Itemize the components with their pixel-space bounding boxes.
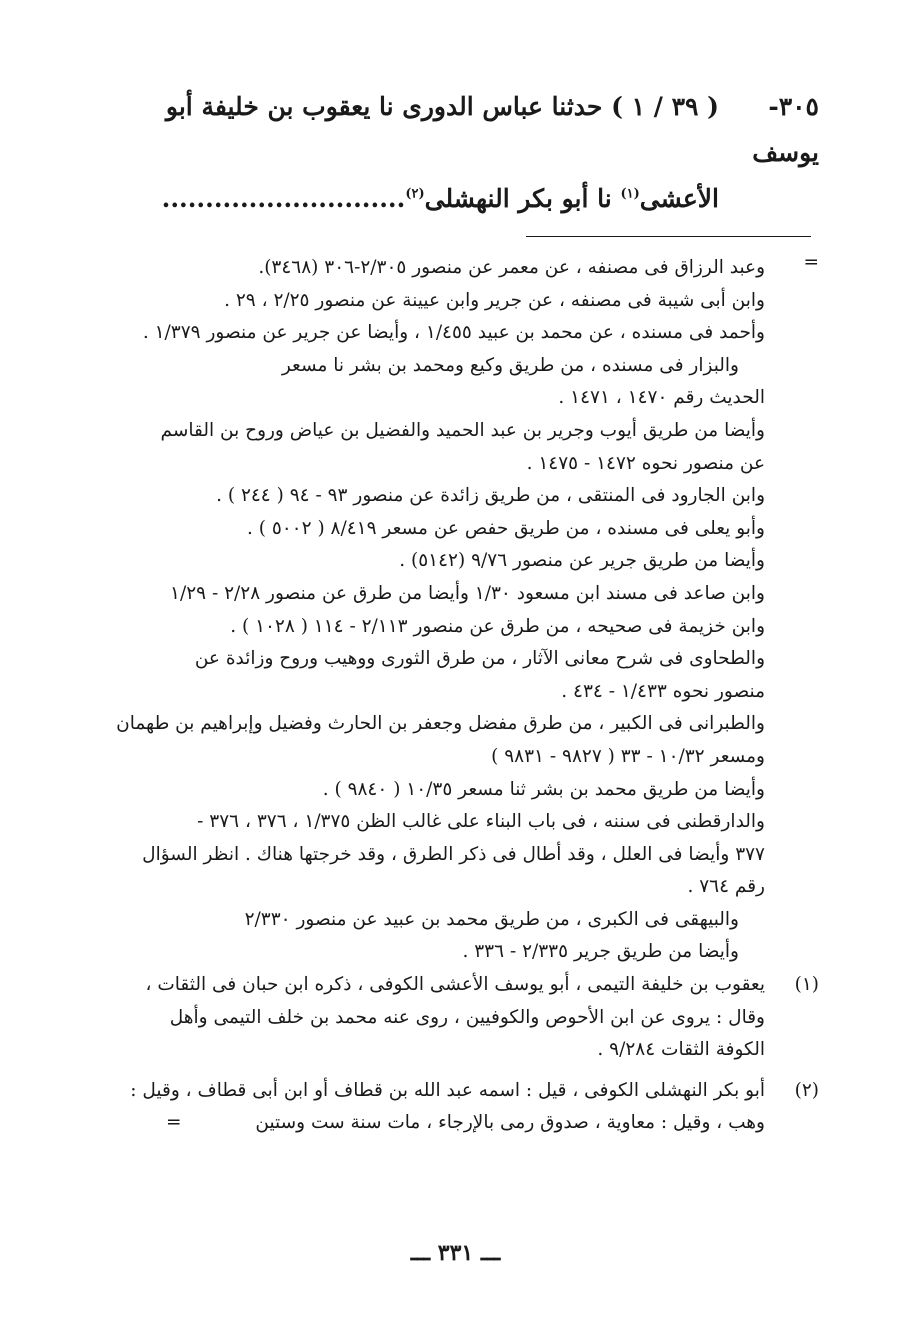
note-line: وعبد الرزاق فى مصنفه ، عن معمر عن منصور ٢/٣٠٥-٣٠٦ (٣٤٦٨). bbox=[258, 257, 765, 278]
footnote-separator bbox=[526, 236, 811, 237]
footnote-1-line: وقال : يروى عن ابن الأحوص والكوفيين ، روى عنه محمد بن خلف التيمى وأهل bbox=[169, 1006, 765, 1028]
footnote-ref-1: (١) bbox=[620, 186, 640, 202]
hadith-line-1-text: ( ٣٩ / ١ ) حدثنا عباس الدورى نا يعقوب بن خليفة أبو يوسف bbox=[165, 92, 819, 167]
narrator-name-1: الأعشى bbox=[639, 184, 719, 213]
hadith-number: ٣٠٥- bbox=[768, 92, 819, 121]
note-line: منصور نحوه ١/٤٣٣ - ٤٣٤ . bbox=[561, 680, 765, 702]
note-line: وأبو يعلى فى مسنده ، من طريق حفص عن مسعر ٨/٤١٩ ( ٥٠٠٢ ) . bbox=[246, 517, 765, 539]
note-line: الحديث رقم ١٤٧٠ ، ١٤٧١ . bbox=[558, 387, 765, 409]
footnotes-section bbox=[96, 252, 819, 1140]
note-line: وأيضا من طريق جرير ٢/٣٣٥ - ٣٣٦ . bbox=[462, 941, 739, 963]
note-line: وابن صاعد فى مسند ابن مسعود ١/٣٠ وأيضا من طرق عن منصور ٢/٢٨ - ١/٢٩ bbox=[170, 582, 765, 604]
hadith-text bbox=[110, 84, 819, 222]
narrator-name-2: نا أبو بكر النهشلى bbox=[424, 184, 621, 213]
page-number: ـــ ٣٣١ ـــ bbox=[410, 1240, 501, 1266]
note-line: عن منصور نحوه ١٤٧٢ - ١٤٧٥ . bbox=[526, 452, 765, 474]
note-line: والطحاوى فى شرح معانى الآثار ، من طرق الثورى ووهيب وروح وزائدة عن bbox=[194, 648, 765, 670]
footnote-1 bbox=[96, 969, 819, 1067]
footnote-2-mark: (٢) bbox=[794, 1079, 819, 1101]
footnote-ref-2: (٢) bbox=[405, 186, 425, 202]
footnote-1-line: يعقوب بن خليفة التيمى ، أبو يوسف الأعشى الكوفى ، ذكره ابن حبان فى الثقات ، bbox=[145, 974, 765, 996]
note-line: وأيضا من طريق جرير عن منصور ٩/٧٦ (٥١٤٢) . bbox=[399, 550, 765, 572]
footnote-1-mark: (١) bbox=[794, 974, 819, 996]
continuation-mark-start: = bbox=[803, 252, 819, 273]
footnote-2-line-text: وهب ، وقيل : معاوية ، صدوق رمى بالإرجاء ، مات سنة ست وستين bbox=[255, 1112, 765, 1134]
note-line: والبزار فى مسنده ، من طريق وكيع ومحمد بن بشر نا مسعر bbox=[281, 354, 739, 376]
footnote-2-line-last bbox=[96, 1107, 765, 1140]
note-line: وأيضا من طريق أيوب وجرير بن عبد الحميد والفضيل بن عياض وروح بن القاسم bbox=[160, 419, 765, 441]
note-line: والبيهقى فى الكبرى ، من طريق محمد بن عبيد عن منصور ٢/٣٣٠ bbox=[244, 908, 739, 930]
note-line: ومسعر ١٠/٣٢ - ٣٣ ( ٩٨٢٧ - ٩٨٣١ ) bbox=[491, 745, 765, 767]
note-line: وأيضا من طريق محمد بن بشر ثنا مسعر ١٠/٣٥ ( ٩٨٤٠ ) . bbox=[322, 778, 765, 800]
continuation-mark-end: = bbox=[166, 1112, 182, 1134]
takhrij-notes bbox=[96, 252, 819, 969]
footnote-2 bbox=[96, 1075, 819, 1140]
note-line: وابن خزيمة فى صحيحه ، من طرق عن منصور ٢/١١٣ - ١١٤ ( ١٠٢٨ ) . bbox=[230, 615, 765, 637]
ellipsis-dots: ............................ bbox=[161, 184, 406, 213]
note-line: ٣٧٧ وأيضا فى العلل ، وقد أطال فى ذكر الطرق ، وقد خرجتها هناك . انظر السؤال bbox=[142, 843, 765, 865]
note-line: والدارقطنى فى سننه ، فى باب البناء على غالب الظن ١/٣٧٥ ، ٣٧٦ ، ٣٧٦ - bbox=[197, 811, 765, 833]
note-line: رقم ٧٦٤ . bbox=[687, 876, 765, 898]
note-line: وابن الجارود فى المنتقى ، من طريق زائدة عن منصور ٩٣ - ٩٤ ( ٢٤٤ ) . bbox=[216, 485, 765, 507]
note-line: والطبرانى فى الكبير ، من طرق مفضل وجعفر بن الحارث وفضيل وإبراهيم بن طهمان bbox=[116, 713, 765, 735]
note-line: وابن أبى شيبة فى مصنفه ، عن جرير وابن عيينة عن منصور ٢/٢٥ ، ٢٩ . bbox=[224, 289, 765, 311]
hadith-line-2 bbox=[110, 176, 819, 222]
hadith-line-1 bbox=[110, 84, 819, 176]
footnote-1-line: الكوفة الثقات ٩/٢٨٤ . bbox=[597, 1039, 765, 1061]
note-line: وأحمد فى مسنده ، عن محمد بن عبيد ١/٤٥٥ ، وأيضا عن جرير عن منصور ١/٣٧٩ . bbox=[142, 322, 765, 344]
footnote-2-line: أبو بكر النهشلى الكوفى ، قيل : اسمه عبد الله بن قطاف أو ابن أبى قطاف ، وقيل : bbox=[130, 1079, 765, 1101]
